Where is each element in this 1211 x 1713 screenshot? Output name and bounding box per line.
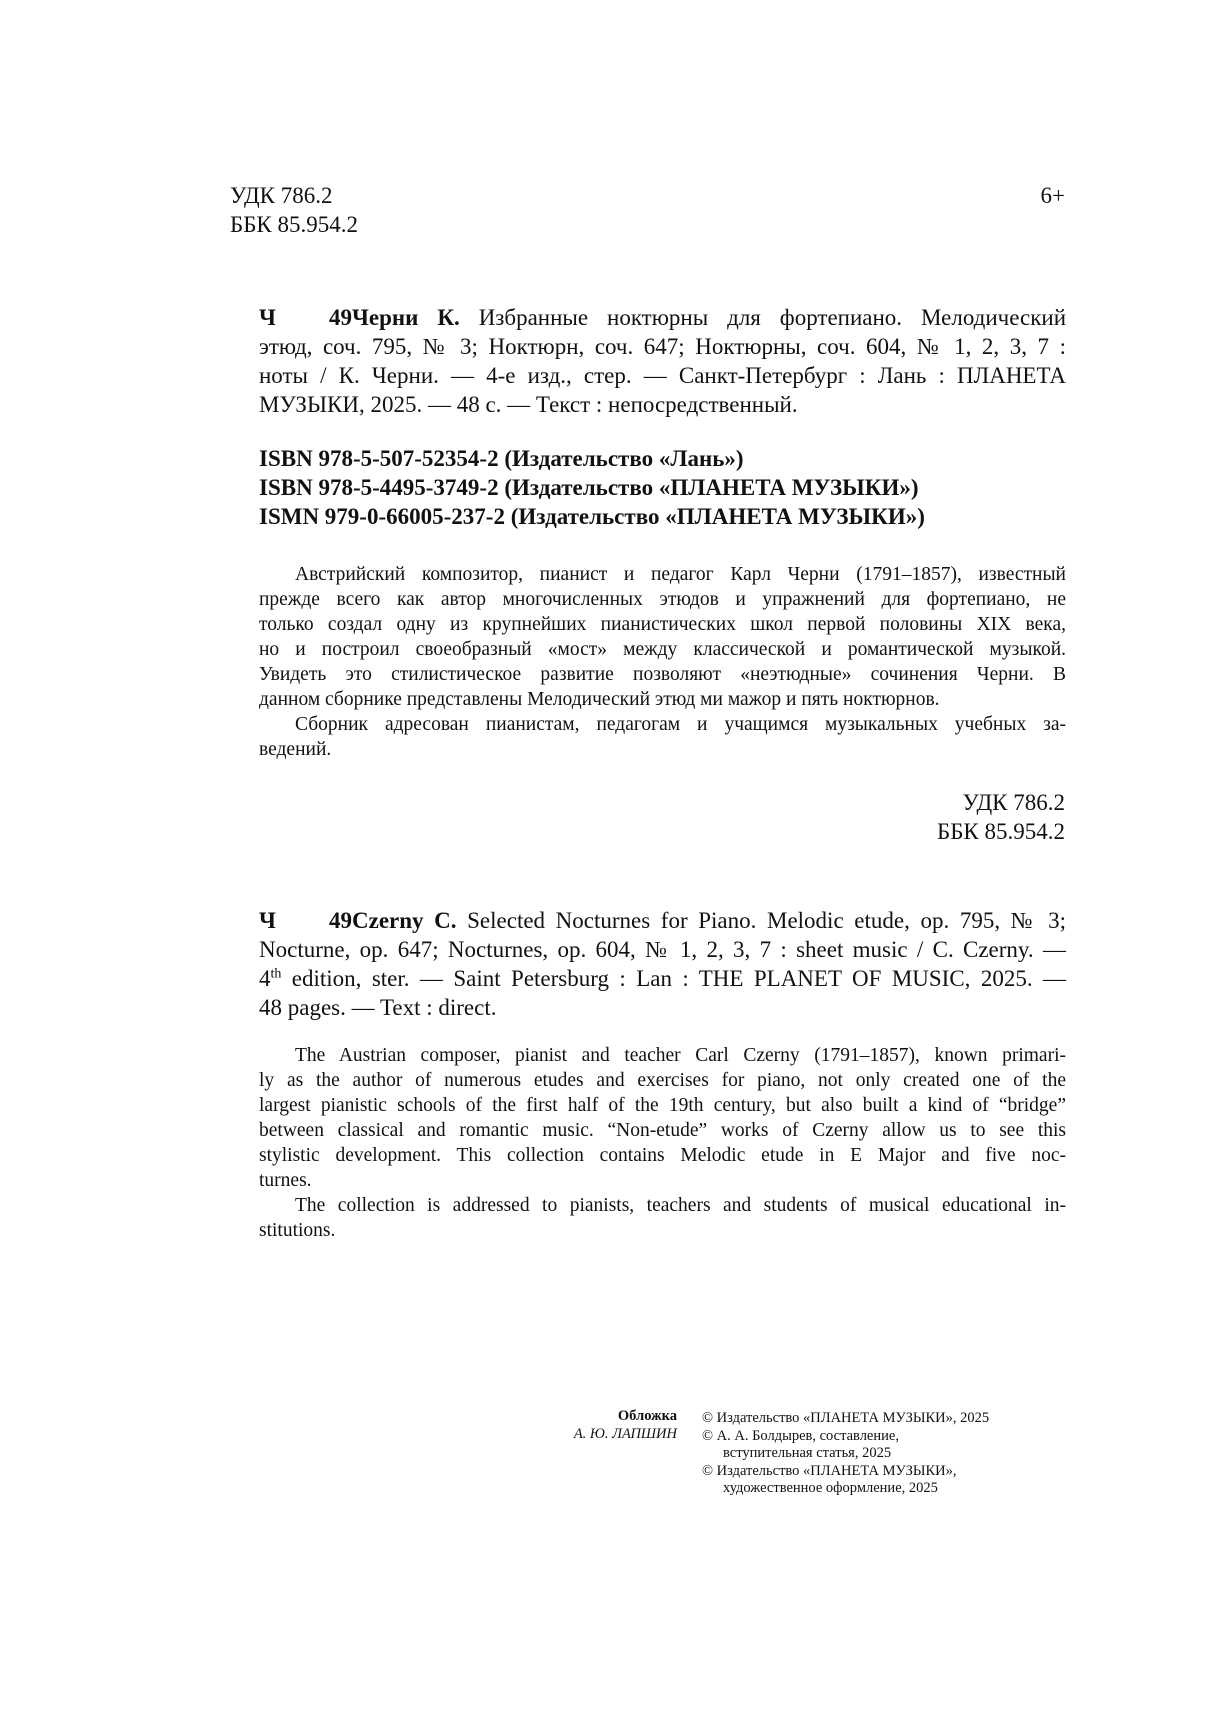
classification-header bbox=[230, 181, 358, 239]
abstract-line: только создал одну из крупнейших пианистических школ первой половины XIX века, bbox=[259, 614, 1066, 635]
copyright-line: © Издательство «ПЛАНЕТА МУЗЫКИ», bbox=[702, 1462, 957, 1479]
copyright-block bbox=[702, 1410, 989, 1498]
abstract-line: Австрийский композитор, пианист и педагог Карл Черни (1791–1857), известный bbox=[295, 564, 1066, 585]
en-entry-line: Ч 49Czerny C. Selected Nocturnes for Piano. Melodic etude, op. 795, № 3; bbox=[259, 908, 1067, 933]
abstract-line: largest pianistic schools of the first half of the 19th century, but also built a kind of “bridge” bbox=[259, 1095, 1066, 1116]
ru-entry-line: ноты / К. Черни. — 4-е изд., стер. — Санкт-Петербург : Лань : ПЛАНЕТА bbox=[259, 363, 1066, 388]
cover-credit bbox=[574, 1408, 677, 1443]
age-rating: 6+ bbox=[1040, 183, 1065, 208]
copyright-line: художественное оформление, 2025 bbox=[723, 1480, 938, 1496]
abstract-line: но и построил своеобразный «мост» между классической и романтической музыкой. bbox=[259, 639, 1066, 660]
copyright-line: © А. А. Болдырев, составление, bbox=[702, 1427, 899, 1444]
bbk-code: ББК 85.954.2 bbox=[230, 212, 359, 237]
abstract-line: прежде всего как автор многочисленных этюдов и упражнений для фортепиано, не bbox=[259, 589, 1066, 610]
ru-entry-line: этюд, соч. 795, № 3; Ноктюрн, соч. 647; Ноктюрны, соч. 604, № 1, 2, 3, 7 : bbox=[259, 334, 1066, 359]
ru-entry-author: Черни К. bbox=[352, 305, 460, 330]
ru-entry-code: Ч 49 bbox=[259, 305, 352, 330]
en-abstract bbox=[259, 1043, 1066, 1243]
abstract-line: ly as the author of numerous etudes and exercises for piano, not only created one of the bbox=[259, 1070, 1066, 1091]
copyright-line: © Издательство «ПЛАНЕТА МУЗЫКИ», 2025 bbox=[702, 1410, 990, 1426]
bbk-code: ББК 85.954.2 bbox=[936, 819, 1065, 844]
isbn-planeta: ISBN 978-5-4495-3749-2 (Издательство «ПЛАНЕТА МУЗЫКИ») bbox=[259, 475, 919, 500]
en-entry-line: 48 pages. — Text : direct. bbox=[259, 995, 497, 1020]
en-bibliographic-entry bbox=[259, 906, 1066, 1022]
abstract-line: ведений. bbox=[259, 739, 332, 760]
abstract-line: stylistic development. This collection contains Melodic etude in E Major and five noc- bbox=[259, 1145, 1066, 1166]
en-entry-line: Nocturne, op. 647; Nocturnes, op. 604, № 1, 2, 3, 7 : sheet music / C. Czerny. — bbox=[259, 937, 1066, 962]
identifiers bbox=[259, 444, 925, 531]
udk-code: УДК 786.2 bbox=[230, 183, 333, 208]
abstract-line: between classical and romantic music. “Non-etude” works of Czerny allow us to see this bbox=[259, 1120, 1066, 1141]
copyright-line: вступительная статья, 2025 bbox=[723, 1445, 892, 1461]
abstract-line: turnes. bbox=[259, 1170, 312, 1191]
en-entry-line: 4th edition, ster. — Saint Petersburg : Lan : THE PLANET OF MUSIC, 2025. — bbox=[259, 966, 1066, 991]
ismn-planeta: ISMN 979-0-66005-237-2 (Издательство «ПЛАНЕТА МУЗЫКИ») bbox=[259, 504, 925, 529]
cover-label: Обложка bbox=[617, 1408, 677, 1424]
abstract-line: данном сборнике представлены Мелодический этюд ми мажор и пять ноктюрнов. bbox=[259, 689, 940, 710]
en-entry-author: Czerny C. bbox=[352, 908, 457, 933]
abstract-line: stitutions. bbox=[259, 1220, 336, 1241]
ru-abstract bbox=[259, 562, 1066, 762]
ru-bibliographic-entry bbox=[259, 303, 1066, 419]
isbn-lan: ISBN 978-5-507-52354-2 (Издательство «Лань») bbox=[259, 446, 744, 471]
abstract-line: Увидеть это стилистическое развитие позволяют «неэтюдные» сочинения Черни. В bbox=[259, 664, 1066, 685]
ru-entry-line: МУЗЫКИ, 2025. — 48 с. — Текст : непосредственный. bbox=[259, 392, 798, 417]
classification-footer bbox=[937, 788, 1065, 846]
udk-code: УДК 786.2 bbox=[962, 790, 1065, 815]
cover-artist: А. Ю. ЛАПШИН bbox=[573, 1425, 677, 1442]
ru-entry-line: Ч 49Черни К. Избранные ноктюрны для фортепиано. Мелодический bbox=[259, 305, 1067, 330]
abstract-line: The Austrian composer, pianist and teacher Carl Czerny (1791–1857), known primari- bbox=[295, 1045, 1066, 1066]
abstract-line: The collection is addressed to pianists, teachers and students of musical educational in- bbox=[295, 1195, 1066, 1216]
en-entry-code: Ч 49 bbox=[259, 908, 352, 933]
abstract-line: Сборник адресован пианистам, педагогам и учащимся музыкальных учебных за- bbox=[295, 714, 1066, 735]
